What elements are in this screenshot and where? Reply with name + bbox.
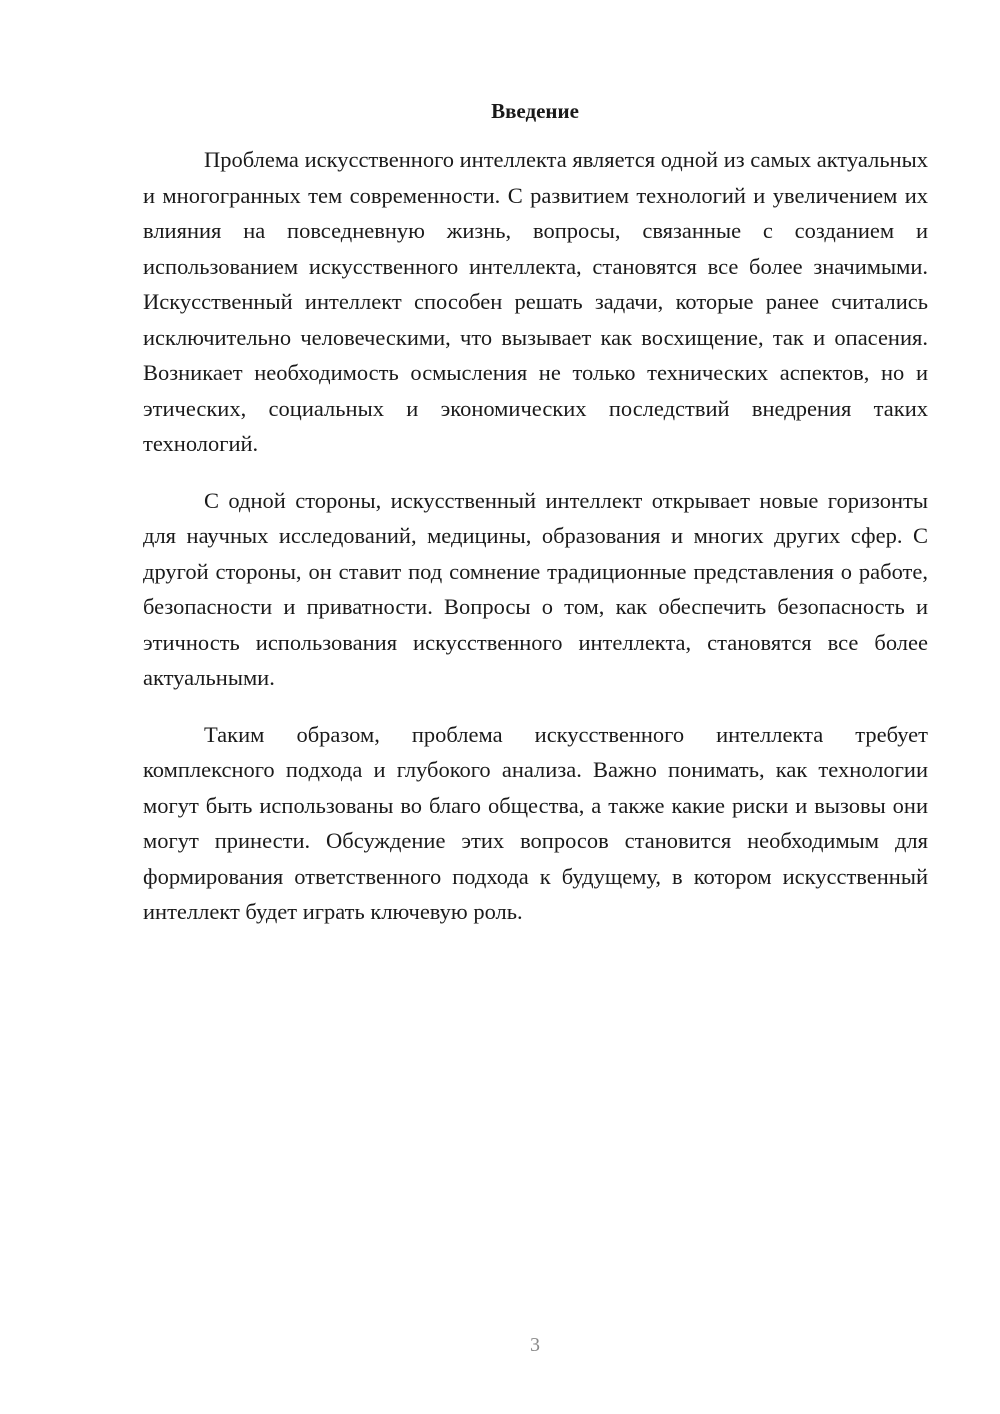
paragraph-3: Таким образом, проблема искусственного интеллекта требует комплексного подхода и глубокого анализа. Важно понимать, как технологии могут быть использованы во благо общества, а также какие риски и вызовы они могут принести. Обсуждение этих вопросов становится необходимым для формирования ответственного подхода к будущему, в котором искусственный интеллект будет играть ключевую роль.: [143, 721, 928, 924]
body-text: [143, 142, 928, 951]
paragraph-2: С одной стороны, искусственный интеллект открывает новые горизонты для научных исследований, медицины, образования и многих других сфер. С другой стороны, он ставит под сомнение традиционные представления о работе, безопасности и приватности. Вопросы о том, как обеспечить безопасность и этичность использования искусственного интеллекта, становятся все более актуальными.: [143, 487, 928, 690]
page-title: Введение: [491, 99, 579, 123]
page-number: 3: [530, 1334, 540, 1356]
paragraph-1: Проблема искусственного интеллекта является одной из самых актуальных и многогранных тем современности. С развитием технологий и увеличением их влияния на повседневную жизнь, вопросы, связанные с созданием и использованием искусственного интеллекта, становятся все более значимыми. Искусственный интеллект способен решать задачи, которые ранее считались исключительно человеческими, что вызывает как восхищение, так и опасения. Возникает необходимость осмысления не только технических аспектов, но и этических, социальных и экономических последствий внедрения таких технологий.: [143, 147, 928, 456]
